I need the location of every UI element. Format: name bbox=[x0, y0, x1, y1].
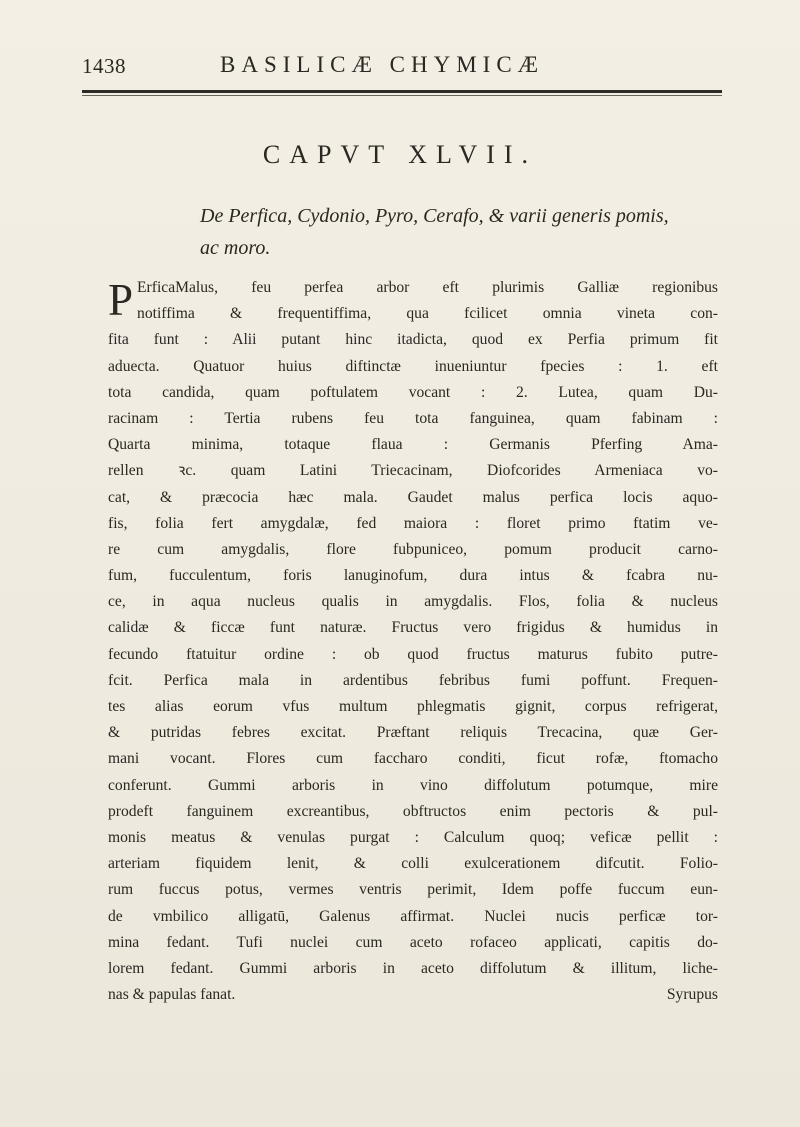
text-line: ce, in aqua nucleus qualis in amygdalis. Flos, folia & nucleus bbox=[108, 593, 718, 611]
text-line: cat, & præcocia hæc mala. Gaudet malus perfica locis aquo- bbox=[108, 488, 718, 506]
text-line: lorem fedant. Gummi arboris in aceto diffolutum & illitum, liche- bbox=[108, 959, 718, 977]
running-head: BASILICÆ CHYMICÆ bbox=[220, 52, 545, 77]
text-line: racinam : Tertia rubens feu tota fanguinea, quam fabinam : bbox=[108, 409, 718, 427]
text-line: fum, fucculentum, foris lanuginofum, dura intus & fcabra nu- bbox=[108, 567, 718, 585]
text-line: mani vocant. Flores cum faccharo conditi, ficut rofæ, ftomacho bbox=[108, 750, 718, 768]
text-line: re cum amygdalis, flore fubpuniceo, pomum producit carno- bbox=[108, 540, 718, 558]
text-line: fcit. Perfica mala in ardentibus febribus fumi poffunt. Frequen- bbox=[108, 671, 718, 689]
last-line-text: nas & papulas fanat. bbox=[108, 986, 236, 1004]
text-line: rum fuccus potus, vermes ventris perimit, Idem poffe fuccum eun- bbox=[108, 881, 718, 899]
text-line: fecundo ftatuitur ordine : ob quod fructus maturus fubito putre- bbox=[108, 645, 718, 663]
chapter-heading: CAPVT XLVII. bbox=[262, 140, 538, 169]
text-line: prodeft fanguinem excreantibus, obftructos enim pectoris & pul- bbox=[108, 802, 718, 820]
body-text bbox=[108, 275, 718, 1008]
text-line: aduecta. Quatuor huius diftinctæ inueniuntur fpecies : 1. eft bbox=[108, 357, 718, 375]
text-line: calidæ & ficcæ funt naturæ. Fructus vero frigidus & humidus in bbox=[108, 619, 718, 637]
text-line: Quarta minima, totaque flaua : Germanis Pferfing Ama- bbox=[108, 436, 718, 454]
text-line: tota candida, quam poftulatem vocant : 2. Lutea, quam Du- bbox=[108, 383, 718, 401]
text-line: fis, folia fert amygdalæ, fed maiora : floret primo ftatim ve- bbox=[108, 514, 718, 532]
text-line: conferunt. Gummi arboris in vino diffolutum potumque, mire bbox=[108, 776, 718, 794]
page-header bbox=[80, 48, 720, 82]
text-line: de vmbilico alligatū, Galenus affirmat. Nuclei nucis perficæ tor- bbox=[108, 907, 718, 925]
drop-capital: P bbox=[108, 275, 134, 325]
text-line: arteriam fiquidem lenit, & colli exulcerationem difcutit. Folio- bbox=[108, 855, 718, 873]
text-line: & putridas febres excitat. Præftant reliquis Trecacina, quæ Ger- bbox=[108, 724, 718, 742]
header-rule bbox=[82, 90, 722, 93]
text-line: ErficaMalus, feu perfea arbor eft plurimis Galliæ regionibus bbox=[137, 279, 718, 296]
text-line: mina fedant. Tufi nuclei cum aceto rofaceo applicati, capitis do- bbox=[108, 933, 718, 951]
text-line: rellen ꝛc. quam Latini Triecacinam, Diofcorides Armeniaca vo- bbox=[108, 462, 718, 480]
text-line: notiffima & frequentiffima, qua fcilicet omnia vineta con- bbox=[137, 305, 718, 323]
text-line: fita funt : Alii putant hinc itadicta, quod ex Perfia primum fit bbox=[108, 331, 718, 349]
chapter-subtitle: De Perfica, Cydonio, Pyro, Cerafo, & varii generis pomis, ac moro. bbox=[200, 205, 669, 259]
text-line: tes alias eorum vfus multum phlegmatis gignit, corpus refrigerat, bbox=[108, 698, 718, 715]
header-rule-thin bbox=[82, 95, 722, 96]
catchword: Syrupus bbox=[666, 986, 718, 1004]
text-line-last bbox=[108, 982, 718, 1008]
text-line: monis meatus & venulas purgat : Calculum quoq; veficæ pellit : bbox=[108, 828, 718, 846]
page-number: 1438 bbox=[82, 54, 126, 78]
